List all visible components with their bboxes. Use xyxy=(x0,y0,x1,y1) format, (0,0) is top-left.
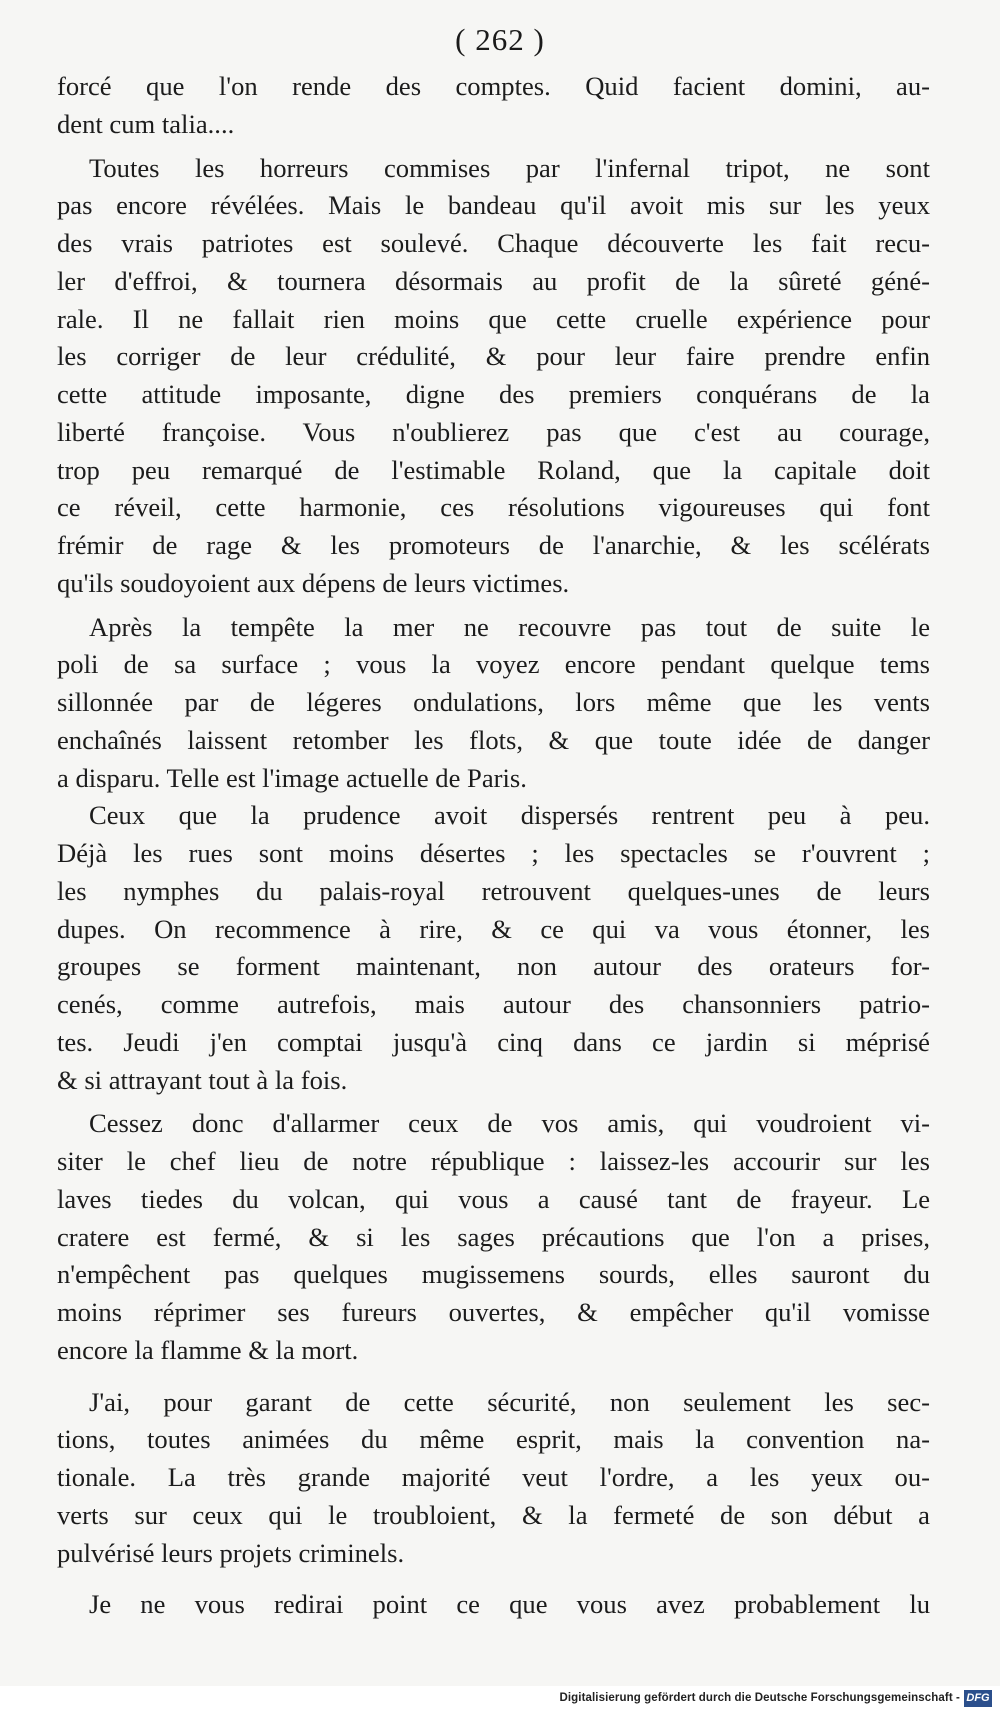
text-line: dupes. On recommence à rire, & ce qui va vous étonner, les xyxy=(57,913,930,944)
text-line: sillonnée par de légeres ondulations, lors même que les vents xyxy=(57,687,930,717)
footer-bar xyxy=(0,1686,1000,1715)
text-line: cette attitude imposante, digne des premiers conquérans de la xyxy=(57,379,930,409)
text-line: des vrais patriotes est soulevé. Chaque découverte les fait recu- xyxy=(57,228,930,258)
text-line: cenés, comme autrefois, mais autour des chansonniers patrio- xyxy=(57,989,930,1019)
paragraph-first-line: Ceux que la prudence avoit dispersés rentrent peu à peu. xyxy=(89,800,930,831)
text-line: les corriger de leur crédulité, & pour leur faire prendre enfin xyxy=(57,341,930,372)
text-line: tionale. La très grande majorité veut l'ordre, a les yeux ou- xyxy=(57,1462,930,1492)
text-line: groupes se forment maintenant, non autour des orateurs for- xyxy=(57,951,930,982)
text-line: enchaînés laissent retomber les flots, & que toute idée de danger xyxy=(57,724,930,755)
text-line: verts sur ceux qui le troubloient, & la fermeté de son début a xyxy=(57,1499,930,1530)
paragraph-first-line: Cessez donc d'allarmer ceux de vos amis, qui voudroient vi- xyxy=(89,1108,930,1139)
body-text xyxy=(57,68,930,1624)
paragraph-first-line: Après la tempête la mer ne recouvre pas tout de suite le xyxy=(89,611,930,642)
text-line: pulvérisé leurs projets criminels. xyxy=(57,1537,405,1568)
digitization-credit: Digitalisierung gefördert durch die Deutsche Forschungsgemeinschaft - xyxy=(559,1692,960,1704)
text-line: liberté françoise. Vous n'oublierez pas que c'est au courage, xyxy=(57,416,930,447)
text-line: cratere est fermé, & si les sages précautions que l'on a prises, xyxy=(57,1221,930,1252)
text-line: siter le chef lieu de notre république : laissez-les accourir sur les xyxy=(57,1146,930,1176)
text-line: poli de sa surface ; vous la voyez encore pendant quelque tems xyxy=(57,649,930,680)
text-line: encore la flamme & la mort. xyxy=(57,1334,359,1365)
text-line: qu'ils soudoyoient aux dépens de leurs victimes. xyxy=(57,567,570,598)
text-line: trop peu remarqué de l'estimable Roland, que la capitale doit xyxy=(57,454,930,485)
text-line: dent cum talia.... xyxy=(57,108,235,139)
text-line: tions, toutes animées du même esprit, mais la convention na- xyxy=(57,1424,930,1455)
page-number: ( 262 ) xyxy=(455,22,545,57)
paragraph-first-line: Je ne vous redirai point ce que vous avez probablement lu xyxy=(89,1589,930,1620)
text-line: moins réprimer ses fureurs ouvertes, & empêcher qu'il vomisse xyxy=(57,1297,930,1327)
text-line: a disparu. Telle est l'image actuelle de Paris. xyxy=(57,762,527,793)
paragraph-first-line: J'ai, pour garant de cette sécurité, non seulement les sec- xyxy=(89,1386,930,1417)
text-line: frémir de rage & les promoteurs de l'anarchie, & les scélérats xyxy=(57,530,930,560)
text-line: laves tiedes du volcan, qui vous a causé tant de frayeur. Le xyxy=(57,1183,930,1214)
dfg-logo: DFG xyxy=(964,1690,992,1707)
text-line: rale. Il ne fallait rien moins que cette cruelle expérience pour xyxy=(57,303,930,334)
text-line: les nymphes du palais-royal retrouvent quelques-unes de leurs xyxy=(57,875,930,906)
text-line: ce réveil, cette harmonie, ces résolutions vigoureuses qui font xyxy=(57,492,930,523)
text-line: n'empêchent pas quelques mugissemens sourds, elles sauront du xyxy=(57,1259,930,1290)
text-line: Déjà les rues sont moins désertes ; les spectacles se r'ouvrent ; xyxy=(57,838,930,868)
text-line: & si attrayant tout à la fois. xyxy=(57,1064,348,1095)
paragraph-first-line: Toutes les horreurs commises par l'infernal tripot, ne sont xyxy=(89,152,930,183)
text-line: forcé que l'on rende des comptes. Quid facient domini, au- xyxy=(57,71,930,101)
text-line: tes. Jeudi j'en comptai jusqu'à cinq dans ce jardin si méprisé xyxy=(57,1026,930,1057)
text-line: pas encore révélées. Mais le bandeau qu'il avoit mis sur les yeux xyxy=(57,190,930,221)
text-line: ler d'effroi, & tournera désormais au profit de la sûreté géné- xyxy=(57,265,930,296)
